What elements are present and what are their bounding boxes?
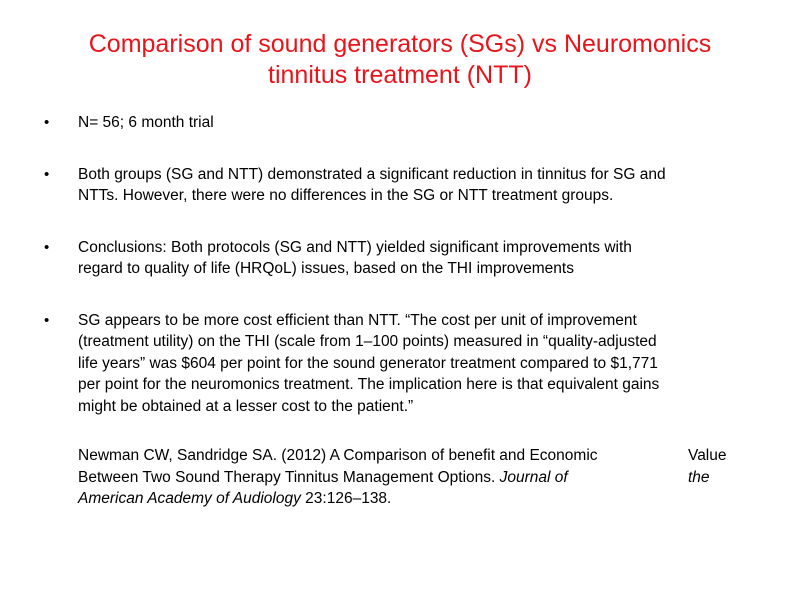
citation-word-the: the (688, 468, 710, 486)
slide-title-line-2: tinnitus treatment (NTT) (268, 61, 532, 89)
citation-line-2 (78, 467, 678, 489)
bullet-dot-icon: • (44, 114, 50, 131)
bullet-text-line: NTTs. However, there were no differences in the SG or NTT treatment groups. (78, 187, 614, 204)
bullet-dot-icon: • (44, 238, 50, 256)
spacer (0, 134, 800, 164)
bullet-text-line: (treatment utility) on the THI (scale from 1–100 points) measured in “quality-adjusted (78, 333, 657, 350)
bullet-text-line: Both groups (SG and NTT) demonstrated a significant reduction in tinnitus for SG and (78, 165, 666, 183)
bullet-text-line: life years” was $604 per point for the sound generator treatment compared to $1,771 (78, 354, 658, 372)
bullet-text-line: N= 56; 6 month trial (78, 114, 214, 131)
citation-text (78, 445, 678, 510)
citation-word-value: Value (688, 447, 727, 464)
citation-line-3 (78, 488, 678, 510)
bullet-item-cost (0, 310, 800, 418)
bullet-dot-icon: • (44, 165, 50, 183)
citation-journal-part-2: American Academy of Audiology (78, 490, 301, 507)
bullet-item-trial (0, 112, 800, 134)
spacer (0, 280, 800, 310)
citation-line-2-text: Between Two Sound Therapy Tinnitus Management Options. (78, 468, 500, 486)
citation-pages: 23:126–138. (300, 490, 392, 507)
bullet-text-line: SG appears to be more cost efficient than NTT. “The cost per unit of improvement (78, 311, 637, 329)
slide-title (40, 29, 760, 91)
citation-journal-part-1: Journal of (499, 468, 568, 486)
bullet-text-line: regard to quality of life (HRQoL) issues, based on the THI improvements (78, 260, 574, 277)
bullet-text-line: might be obtained at a lesser cost to the patient.” (78, 397, 414, 415)
slide-title-line-1: Comparison of sound generators (SGs) vs Neuromonics (88, 30, 712, 58)
bullet-text-line: Conclusions: Both protocols (SG and NTT) yielded significant improvements with (78, 238, 632, 256)
bullet-text-line: per point for the neuromonics treatment. The implication here is that equivalent gains (78, 376, 660, 393)
spacer (0, 207, 800, 237)
bullet-list (0, 112, 800, 417)
citation-line-1: Newman CW, Sandridge SA. (2012) A Comparison of benefit and Economic (78, 447, 598, 464)
bullet-dot-icon: • (44, 311, 50, 329)
bullet-item-results (0, 164, 800, 207)
citation-overflow-words (688, 445, 727, 488)
bullet-item-conclusions (0, 237, 800, 280)
